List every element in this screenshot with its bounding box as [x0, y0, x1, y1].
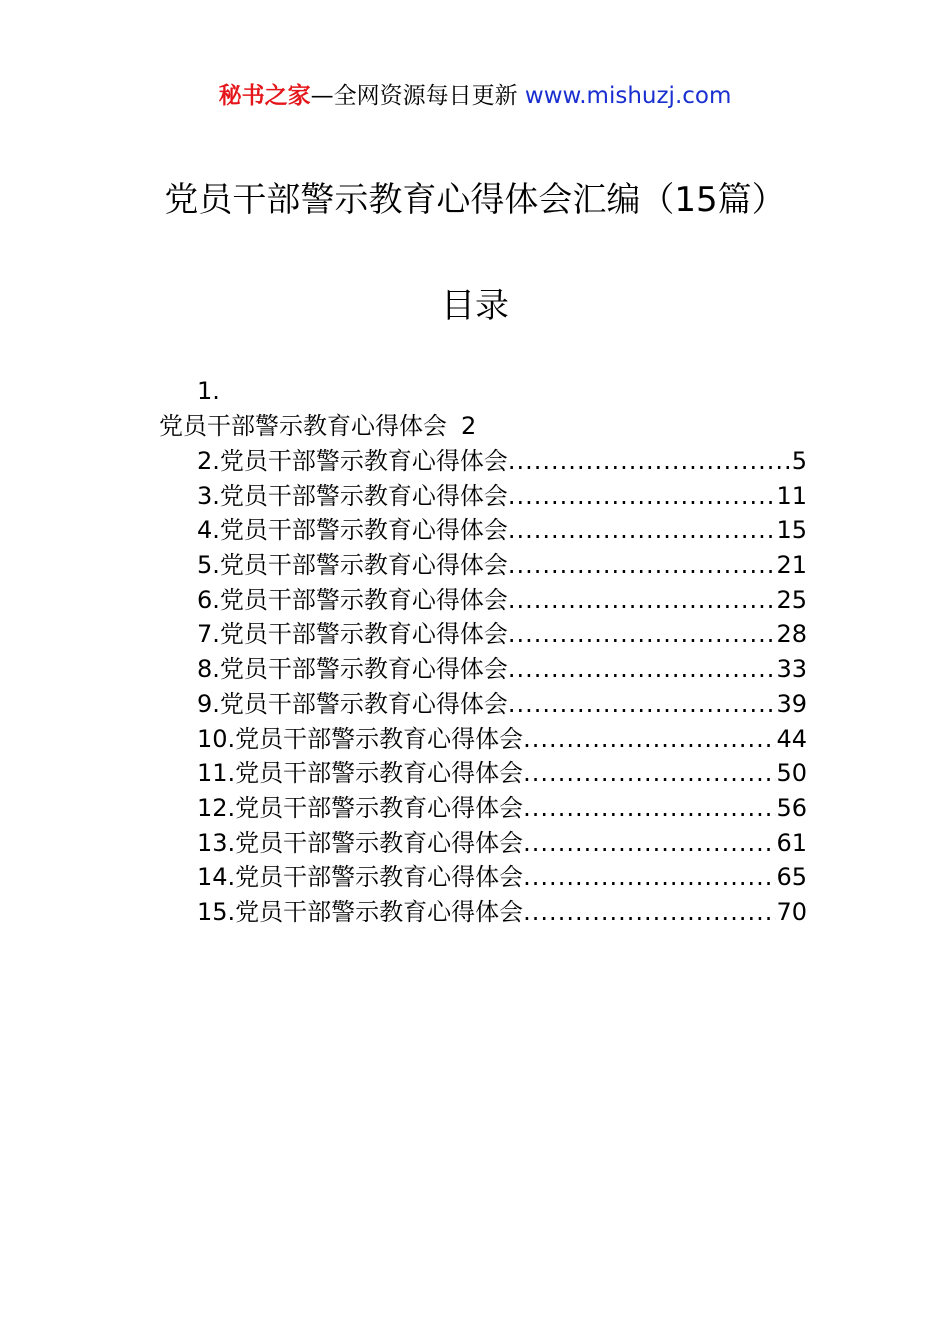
toc-entry-page: 44	[776, 724, 807, 753]
toc-entry-label: 3.党员干部警示教育心得体会	[197, 481, 508, 510]
toc-list	[197, 444, 807, 930]
toc-dot-leader	[523, 756, 776, 790]
toc-dot-leader	[523, 860, 776, 894]
toc-entry-label: 15.党员干部警示教育心得体会	[197, 897, 524, 926]
header-slogan: —全网资源每日更新	[310, 83, 518, 109]
toc-dot-leader	[523, 722, 776, 756]
toc-dot-leader	[523, 895, 776, 929]
toc-entry-5[interactable]	[197, 548, 807, 583]
toc-entry-2[interactable]	[197, 444, 807, 479]
site-link[interactable]: www.mishuzj.com	[524, 83, 732, 109]
toc-entry-14[interactable]	[197, 860, 807, 895]
toc-dot-leader	[508, 583, 777, 617]
toc-dot-leader	[508, 513, 777, 547]
toc-entry-page: 21	[776, 551, 807, 580]
toc-entry-label: 5.党员干部警示教育心得体会	[197, 551, 508, 580]
toc-dot-leader	[508, 479, 777, 513]
toc-entry-page: 61	[776, 828, 807, 857]
toc-entry-page: 25	[776, 585, 807, 614]
toc-entry-9[interactable]	[197, 687, 807, 722]
toc-entry-7[interactable]	[197, 617, 807, 652]
toc-entry-page: 15	[776, 516, 807, 545]
toc-entry-label: 10.党员干部警示教育心得体会	[197, 724, 524, 753]
toc-dot-leader	[508, 548, 777, 582]
toc-entry-label: 7.党员干部警示教育心得体会	[197, 620, 508, 649]
toc-entry-page: 56	[776, 793, 807, 822]
toc-entry-page: 65	[776, 863, 807, 892]
brand-name: 秘书之家	[218, 83, 311, 109]
toc-entry-label: 11.党员干部警示教育心得体会	[197, 759, 524, 788]
toc-entry-6[interactable]	[197, 583, 807, 618]
toc-entry-page: 2	[461, 412, 477, 440]
toc-entry-4[interactable]	[197, 513, 807, 548]
toc-title: 目录	[441, 286, 509, 326]
toc-entry-page: 39	[776, 689, 807, 718]
toc-entry-page: 5	[791, 447, 807, 475]
toc-entry-label: 2.党员干部警示教育心得体会	[197, 447, 508, 475]
toc-entry-1-number: 1.	[197, 377, 220, 405]
page-header	[0, 80, 950, 112]
toc-entry-page: 70	[776, 897, 807, 926]
toc-dot-leader	[508, 617, 777, 651]
toc-entry-page: 11	[776, 481, 807, 510]
toc-entry-page: 33	[776, 655, 807, 684]
toc-dot-leader	[508, 444, 792, 478]
toc-entry-page: 28	[776, 620, 807, 649]
toc-dot-leader	[508, 652, 777, 686]
toc-dot-leader	[523, 791, 776, 825]
toc-entry-15[interactable]	[197, 895, 807, 930]
toc-entry-page: 50	[776, 759, 807, 788]
toc-entry-label: 6.党员干部警示教育心得体会	[197, 585, 508, 614]
toc-entry-11[interactable]	[197, 756, 807, 791]
document-title: 党员干部警示教育心得体会汇编（15篇）	[164, 180, 786, 220]
toc-entry-1[interactable]	[159, 409, 476, 443]
toc-entry-3[interactable]	[197, 479, 807, 514]
toc-entry-label: 党员干部警示教育心得体会	[159, 412, 447, 440]
toc-entry-13[interactable]	[197, 826, 807, 861]
toc-entry-label: 8.党员干部警示教育心得体会	[197, 655, 508, 684]
toc-entry-10[interactable]	[197, 722, 807, 757]
toc-entry-label: 9.党员干部警示教育心得体会	[197, 689, 508, 718]
toc-entry-12[interactable]	[197, 791, 807, 826]
toc-dot-leader	[508, 687, 777, 721]
toc-entry-label: 13.党员干部警示教育心得体会	[197, 828, 524, 857]
toc-entry-8[interactable]	[197, 652, 807, 687]
toc-entry-label: 12.党员干部警示教育心得体会	[197, 793, 524, 822]
toc-dot-leader	[523, 826, 776, 860]
toc-entry-label: 14.党员干部警示教育心得体会	[197, 863, 524, 892]
toc-entry-label: 4.党员干部警示教育心得体会	[197, 516, 508, 545]
